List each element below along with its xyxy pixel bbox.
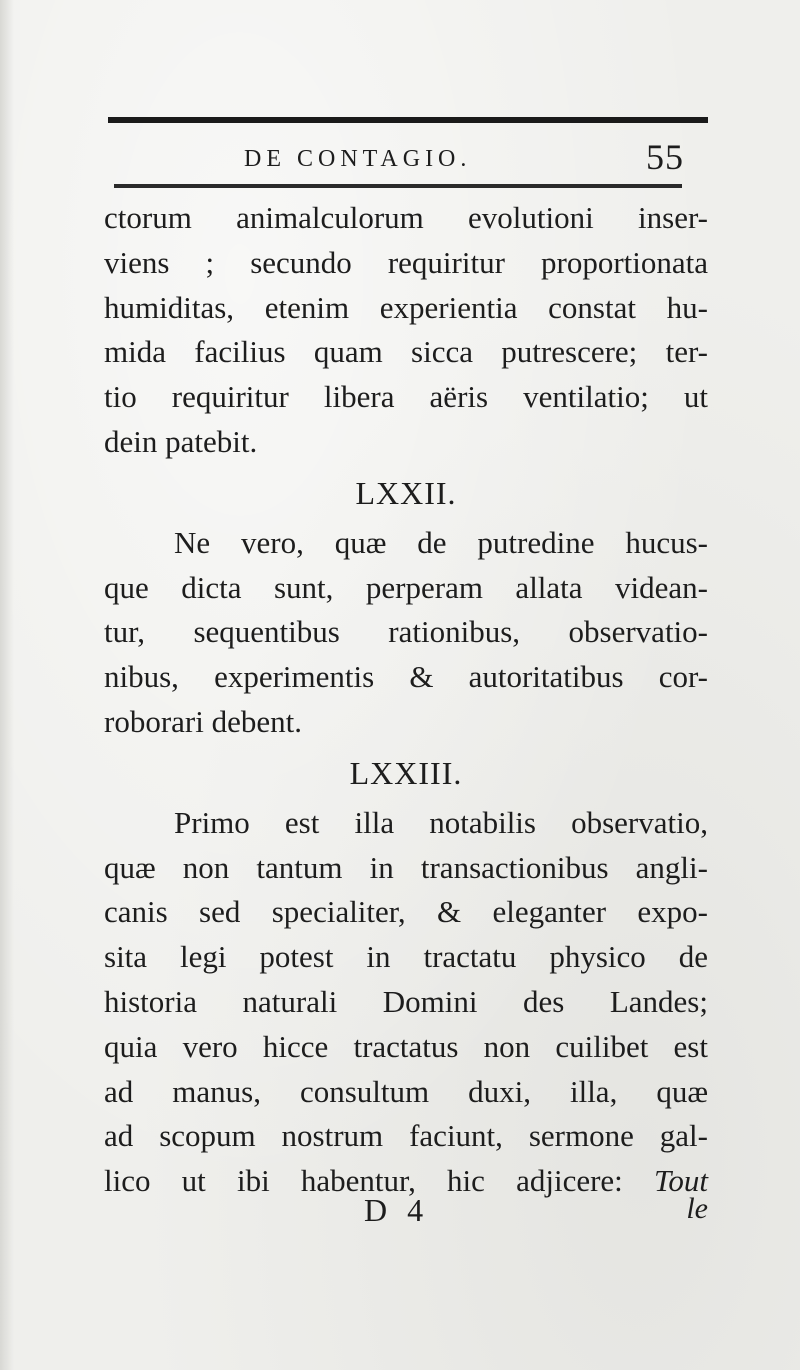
running-head (108, 136, 692, 184)
section-heading: LXXII. (355, 474, 457, 511)
running-title: DE CONTAGIO. (244, 146, 472, 172)
text-line: Ne vero, quæ de putredine hucus- (174, 524, 708, 560)
text-line: viens ; secundo requiritur proportionata (104, 244, 708, 280)
page-footer (104, 1192, 708, 1236)
text-line: ctorum animalculorum evolutioni inser- (104, 200, 708, 235)
text-line: dein patebit. (104, 423, 258, 459)
text-line-roman: lico ut ibi habentur, hic adjicere: (104, 1163, 654, 1199)
text-line: ad scopum nostrum faciunt, sermone gal- (104, 1118, 708, 1154)
text-line: Primo est illa notabilis observatio, (174, 804, 708, 840)
signature-mark: D 4 (364, 1192, 430, 1228)
text-line: mida facilius quam sicca putrescere; ter- (104, 334, 708, 370)
text-line: canis sed specialiter, & eleganter expo- (104, 894, 708, 930)
header-rule-top (108, 117, 708, 123)
text-line: tio requiritur libera aëris ventilatio; ut (104, 379, 708, 415)
text-line: historia naturali Domini des Landes; (104, 983, 708, 1019)
text-line-italic: Tout (653, 1163, 708, 1199)
text-line: roborari debent. (104, 703, 302, 739)
catchword: le (686, 1192, 708, 1225)
header-rule-bottom (114, 184, 682, 188)
page-gutter-shadow (0, 0, 14, 1370)
body-text (104, 196, 708, 1204)
text-line: tur, sequentibus rationibus, observatio- (104, 614, 708, 650)
text-line: ad manus, consultum duxi, illa, quæ (104, 1073, 708, 1109)
text-line: sita legi potest in tractatu physico de (104, 939, 708, 975)
text-line: nibus, experimentis & autoritatibus cor- (104, 659, 708, 695)
text-line: que dicta sunt, perperam allata videan- (104, 569, 708, 605)
text-line: humiditas, etenim experientia constat hu- (104, 289, 708, 325)
section-heading: LXXIII. (349, 754, 463, 791)
text-line: quia vero hicce tractatus non cuilibet est (104, 1028, 708, 1064)
page-number: 55 (646, 137, 684, 177)
text-line: quæ non tantum in transactionibus angli- (104, 849, 708, 885)
